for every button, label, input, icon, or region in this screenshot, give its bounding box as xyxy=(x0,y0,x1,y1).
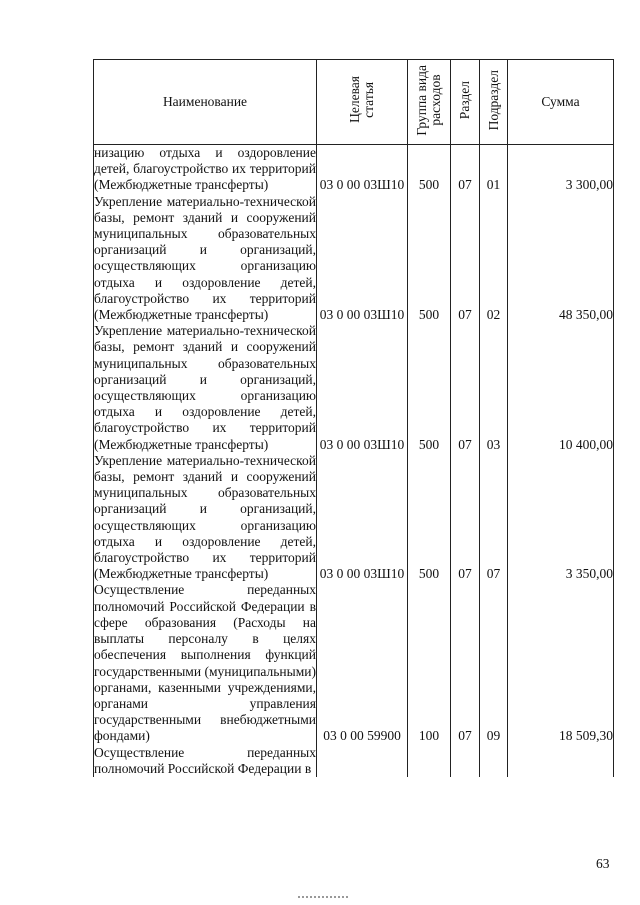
row-target-article: 03 0 00 03Ш10 xyxy=(317,323,408,453)
table-row xyxy=(94,145,614,194)
row-subsection: 09 xyxy=(480,582,508,744)
row-sum: 48 350,00 xyxy=(508,194,614,324)
row-expense-group: 500 xyxy=(408,194,451,324)
row-subsection: 03 xyxy=(480,323,508,453)
header-target-article-text: Целевая статья xyxy=(347,76,376,124)
row-target-article: 03 0 00 59900 xyxy=(317,582,408,744)
row-subsection: 07 xyxy=(480,453,508,583)
row-section: 07 xyxy=(451,194,480,324)
row-name: низацию отдыха и оздоровление детей, благоустройство их территорий (Межбюджетные трансферты) xyxy=(94,145,316,193)
header-expense-group xyxy=(408,60,451,145)
row-expense-group: 100 xyxy=(408,582,451,744)
budget-table xyxy=(93,59,614,777)
row-expense-group xyxy=(408,745,451,777)
row-sum: 10 400,00 xyxy=(508,323,614,453)
row-section: 07 xyxy=(451,323,480,453)
row-target-article xyxy=(317,745,408,777)
table-row xyxy=(94,453,614,583)
row-section: 07 xyxy=(451,145,480,194)
row-name: Укрепление материально-технической базы, ремонт зданий и сооружений муниципальных образовательных организаций и организаций, осуществляющих организацию отдыха и оздоровление детей, благоустройство их территорий (Межбюджетные трансферты) xyxy=(94,193,316,323)
row-section xyxy=(451,745,480,777)
table-row xyxy=(94,194,614,324)
row-target-article: 03 0 00 03Ш10 xyxy=(317,194,408,324)
row-section: 07 xyxy=(451,453,480,583)
row-sum: 18 509,30 xyxy=(508,582,614,744)
row-name: Укрепление материально-технической базы, ремонт зданий и сооружений муниципальных образовательных организаций и организаций, осуществляющих организацию отдыха и оздоровление детей, благоустройство их территорий (Межбюджетные трансферты) xyxy=(94,323,316,452)
row-target-article: 03 0 00 03Ш10 xyxy=(317,453,408,583)
table-row xyxy=(94,323,614,453)
row-subsection: 02 xyxy=(480,194,508,324)
row-name: Осуществление переданных полномочий Российской Федерации в сфере образования (Расходы на выплаты персоналу в целях обеспечения выполнения функций государственными (муниципальными) органами, казенными учреждениями, органами управления государственными внебюджетными фондами) xyxy=(94,582,316,744)
row-sum xyxy=(508,745,614,777)
header-section xyxy=(451,60,480,145)
page-number: 63 xyxy=(596,856,610,871)
header-target-article xyxy=(317,60,408,145)
row-expense-group: 500 xyxy=(408,145,451,194)
row-name: Осуществление переданных полномочий Российской Федерации в xyxy=(94,744,316,776)
row-sum: 3 300,00 xyxy=(508,145,614,194)
row-sum: 3 350,00 xyxy=(508,453,614,583)
row-section: 07 xyxy=(451,582,480,744)
header-row xyxy=(94,60,614,145)
header-sum: Сумма xyxy=(508,60,614,145)
header-subsection xyxy=(480,60,508,145)
row-target-article: 03 0 00 03Ш10 xyxy=(317,145,408,194)
table-row xyxy=(94,582,614,744)
header-expense-group-text: Группа вида расходов xyxy=(414,64,443,136)
header-section-text: Раздел xyxy=(457,80,472,119)
header-name: Наименование xyxy=(94,60,317,145)
scan-artifact-divider xyxy=(298,896,348,900)
row-expense-group: 500 xyxy=(408,453,451,583)
row-subsection: 01 xyxy=(480,145,508,194)
row-subsection xyxy=(480,745,508,777)
row-expense-group: 500 xyxy=(408,323,451,453)
header-subsection-text: Подраздел xyxy=(485,69,501,131)
table-row xyxy=(94,745,614,777)
row-name: Укрепление материально-технической базы, ремонт зданий и сооружений муниципальных образовательных организаций и организаций, осуществляющих организацию отдыха и оздоровление детей, благоустройство их территорий (Межбюджетные трансферты) xyxy=(94,452,316,582)
